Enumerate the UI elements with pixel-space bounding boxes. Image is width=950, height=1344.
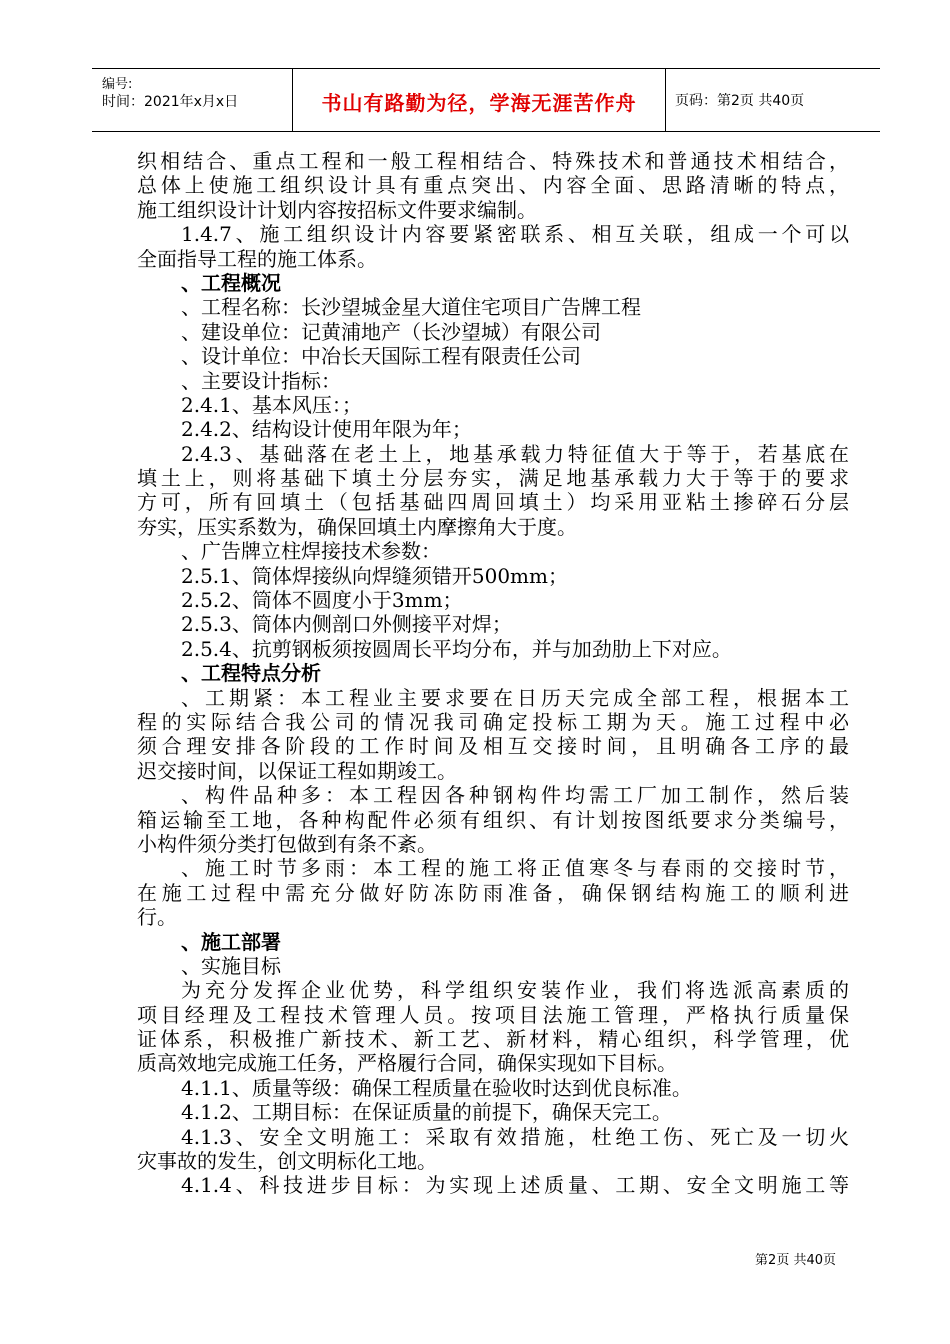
body-line: 4.1.4、科技进步目标：为实现上述质量、工期、安全文明施工等 bbox=[181, 1173, 849, 1198]
body-line: 箱运输至工地，各种构配件必须有组织、有计划按图纸要求分类编号， bbox=[137, 807, 849, 832]
document-time-label: 时间：2021年x月x日 bbox=[102, 94, 239, 110]
body-line: 织相结合、重点工程和一般工程相结合、特殊技术和普通技术相结合， bbox=[137, 149, 849, 173]
body-line: 1.4.7、施工组织设计内容要紧密联系、相互关联，组成一个可以 bbox=[181, 222, 849, 247]
document-body bbox=[137, 149, 849, 1198]
body-line: 在施工过程中需充分做好防冻防雨准备，确保钢结构施工的顺利进 bbox=[137, 880, 849, 905]
body-line: 2.5.3、筒体内侧剖口外侧接平对焊； bbox=[181, 612, 512, 637]
body-line: 填土上，则将基础下填土分层夯实，满足地基承载力大于等于的要求 bbox=[137, 466, 849, 491]
body-line: 行。 bbox=[137, 905, 177, 930]
body-line: 、施工时节多雨：本工程的施工将正值寒冬与春雨的交接时节， bbox=[181, 856, 849, 881]
section-heading: 、工程概况 bbox=[181, 270, 281, 295]
body-line: 、工期紧：本工程业主要求要在日历天完成全部工程，根据本工 bbox=[181, 685, 849, 710]
body-line: 4.1.3、安全文明施工：采取有效措施，杜绝工伤、死亡及一切火 bbox=[181, 1124, 849, 1149]
page-header bbox=[92, 68, 880, 132]
footer-page-number: 第2页 共40页 bbox=[755, 1253, 836, 1268]
body-line: 、工程名称：长沙望城金星大道住宅项目广告牌工程 bbox=[181, 295, 641, 320]
section-heading: 、施工部署 bbox=[181, 929, 281, 954]
body-line: 、主要设计指标： bbox=[181, 368, 341, 393]
body-line: 程的实际结合我公司的情况我司确定投标工期为天。施工过程中必 bbox=[137, 709, 849, 734]
section-heading: 、工程特点分析 bbox=[181, 661, 321, 686]
body-line: 迟交接时间，以保证工程如期竣工。 bbox=[137, 758, 457, 783]
body-line: 2.4.3、基础落在老土上，地基承载力特征值大于等于，若基底在 bbox=[181, 441, 849, 466]
body-line: 施工组织设计计划内容按招标文件要求编制。 bbox=[137, 197, 537, 222]
body-line: 4.1.1、质量等级：确保工程质量在验收时达到优良标准。 bbox=[181, 1075, 692, 1100]
body-line: 灾事故的发生，创文明标化工地。 bbox=[137, 1149, 437, 1174]
body-line: 2.5.2、筒体不圆度小于3mm； bbox=[181, 588, 463, 613]
body-line: 2.4.2、结构设计使用年限为年； bbox=[181, 417, 472, 442]
body-line: 2.4.1、基本风压：； bbox=[181, 392, 362, 417]
body-line: 4.1.2、工期目标：在保证质量的前提下，确保天完工。 bbox=[181, 1100, 672, 1125]
body-line: 总体上使施工组织设计具有重点突出、内容全面、思路清晰的特点， bbox=[137, 173, 849, 198]
body-line: 质高效地完成施工任务，严格履行合同，确保实现如下目标。 bbox=[137, 1051, 677, 1076]
body-line: 须合理安排各阶段的工作时间及相互交接时间，且明确各工序的最 bbox=[137, 734, 849, 759]
body-line: 、设计单位：中冶长天国际工程有限责任公司 bbox=[181, 344, 581, 369]
body-line: 全面指导工程的施工体系。 bbox=[137, 246, 377, 271]
header-motto: 书山有路勤为径，学海无涯苦作舟 bbox=[321, 91, 637, 115]
body-line: 、建设单位：记黄浦地产（长沙望城）有限公司 bbox=[181, 319, 601, 344]
body-line: 为充分发挥企业优势，科学组织安装作业，我们将选派高素质的 bbox=[181, 978, 849, 1003]
body-line: 小构件须分类打包做到有条不紊。 bbox=[137, 831, 437, 856]
header-meta-cell bbox=[92, 69, 292, 131]
body-line: 夯实，压实系数为，确保回填土内摩擦角大于度。 bbox=[137, 514, 577, 539]
header-motto-cell bbox=[292, 69, 666, 131]
header-page-cell bbox=[665, 69, 880, 131]
body-line: 、实施目标 bbox=[181, 953, 281, 978]
body-line: 方可，所有回填土（包括基础四周回填土）均采用亚粘土掺碎石分层 bbox=[137, 490, 849, 515]
header-page-number: 页码：第2页 共40页 bbox=[675, 93, 805, 109]
body-line: 2.5.4、抗剪钢板须按圆周长平均分布，并与加劲肋上下对应。 bbox=[181, 636, 732, 661]
body-line: 证体系，积极推广新技术、新工艺、新材料，精心组织，科学管理，优 bbox=[137, 1027, 849, 1052]
body-line: 2.5.1、筒体焊接纵向焊缝须错开500mm； bbox=[181, 563, 568, 588]
body-line: 项目经理及工程技术管理人员。按项目法施工管理，严格执行质量保 bbox=[137, 1002, 849, 1027]
body-line: 、构件品种多：本工程因各种钢构件均需工厂加工制作，然后装 bbox=[181, 783, 849, 808]
body-line: 、广告牌立柱焊接技术参数： bbox=[181, 539, 441, 564]
document-code-label: 编号: bbox=[102, 77, 133, 92]
